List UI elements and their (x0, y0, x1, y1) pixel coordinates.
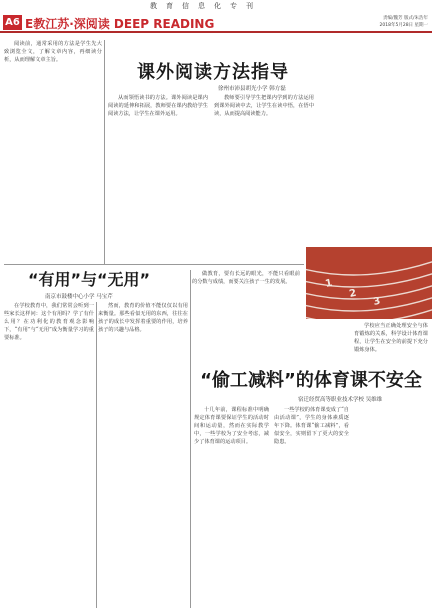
article2-col1: 在学校教育中，我们常常会听到一些家长这样问：这个有用吗？学了有什么用？在功利化的教育观念影响下，“有用”与“无用”成为衡量学习的重要标准。 (4, 303, 94, 342)
editor-line: 责编/魏芳 版式/朱浩年 (383, 16, 428, 21)
column-rule (104, 40, 105, 264)
date-line: 2018年5月28日 星期一 (379, 23, 428, 28)
column-rule (96, 302, 97, 608)
article3-col1: 十几年前，课程标准中明确规定体育课要保证学生的活动时间和运动量，然而在实际教学中，一些学校为了安全考虑，减少了体育课的运动项目。 (194, 407, 269, 446)
article3-title: “偷工减料”的体育课不安全 (200, 370, 422, 391)
article2-title: “有用”与“无用” (28, 270, 151, 289)
paper-motto: 教育信息化专刊 (150, 2, 262, 10)
page-number: A6 (3, 15, 22, 30)
svg-text:3: 3 (372, 295, 382, 308)
article2-col2: 然而，教育的价值不能仅仅以有用来衡量。那些看似无用的东西，往往在孩子的成长中发挥着重要的作用，培养孩子的兴趣与品格。 (98, 303, 188, 334)
article3-col2: 一些学校的体育课变成了“自由活动课”，学生的身体素质逐年下降。体育课“偷工减料”，看似安全，实则留下了更大的安全隐患。 (274, 407, 349, 446)
article1-col1: 阅读前，通常采用的方法是学生先大致浏览全文，了解文章内容，再细读分析，从而理解文章主旨。 (4, 41, 102, 64)
section-divider (4, 264, 304, 265)
section-title: E教江苏·深阅读 DEEP READING (25, 17, 215, 31)
article1-col4 (320, 40, 426, 245)
article3-byline: 宿迁经贸高等职业技术学校 吴维维 (298, 397, 383, 403)
top-band (0, 0, 432, 12)
article2-col3: 做教育，要有长远的眼光，不能只看眼前的分数与成绩，而要关注孩子一生的发展。 (192, 271, 300, 286)
article3-col3: 学校应当正确处理安全与体育锻炼的关系，科学设计体育课程，让学生在安全的前提下充分锻炼身体。 (354, 323, 428, 354)
header-meta (380, 15, 428, 29)
running-track-photo (306, 247, 432, 319)
article2-byline: 南京市鼓楼中心小学 马宝芹 (45, 294, 113, 300)
svg-text:2: 2 (348, 287, 358, 300)
page-header (0, 13, 432, 33)
article1-byline: 徐州市沛县胡光小学 韩方磊 (218, 86, 286, 92)
article1-title: 课外阅读方法指导 (137, 62, 289, 83)
column-rule (190, 270, 191, 608)
svg-text:1: 1 (324, 277, 334, 290)
article1-col2: 从而领悟读书的方法。课外阅读是课内阅读的延伸和拓展，教师要在课内教给学生阅读方法，让学生在课外运用。 (108, 95, 208, 118)
article1-col3: 教师要引导学生把课内学到的方法运用到课外阅读中去，让学生在读中悟，在悟中读，从而提高阅读能力。 (214, 95, 314, 118)
